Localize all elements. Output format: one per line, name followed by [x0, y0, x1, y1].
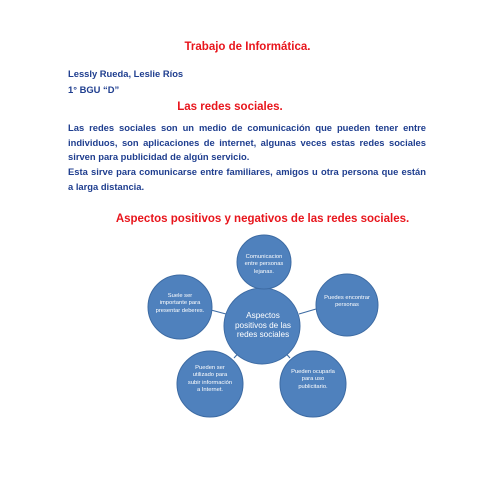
connector-right	[299, 309, 316, 314]
node-left-label: Suele ser importante para presentar deberes.	[155, 293, 205, 314]
node-bottom-left-label: Pueden ser utilizado para subir información a Internet.	[187, 365, 233, 394]
center-node-label: Aspectos positivos de las redes sociales	[235, 311, 291, 340]
grade-line: 1° BGU “D”	[68, 84, 120, 95]
node-top-label: Comunicacion entre personas lejanas.	[244, 254, 284, 275]
authors-line: Lessly Rueda, Leslie Ríos	[68, 68, 184, 79]
paragraph-2: Esta sirve para comunicarse entre familiares, amigos u otra persona que están a larga distancia.	[68, 166, 426, 192]
document-title: Trabajo de Informática.	[184, 41, 311, 53]
diagram-title: Aspectos positivos y negativos de las redes sociales.	[115, 213, 410, 225]
node-bottom-right-label: Pueden ocuparla para uso publicitario.	[291, 369, 335, 390]
section-title: Las redes sociales.	[177, 101, 283, 113]
connector-left	[211, 310, 226, 314]
node-right-label: Puedes encontrar personas	[324, 295, 370, 309]
paragraph-1: Las redes sociales son un medio de comunicación que pueden tener entre individuos, son aplicaciones de internet, algunas veces estas redes sociales sirven para publicidad de algún servicio.	[68, 122, 426, 162]
